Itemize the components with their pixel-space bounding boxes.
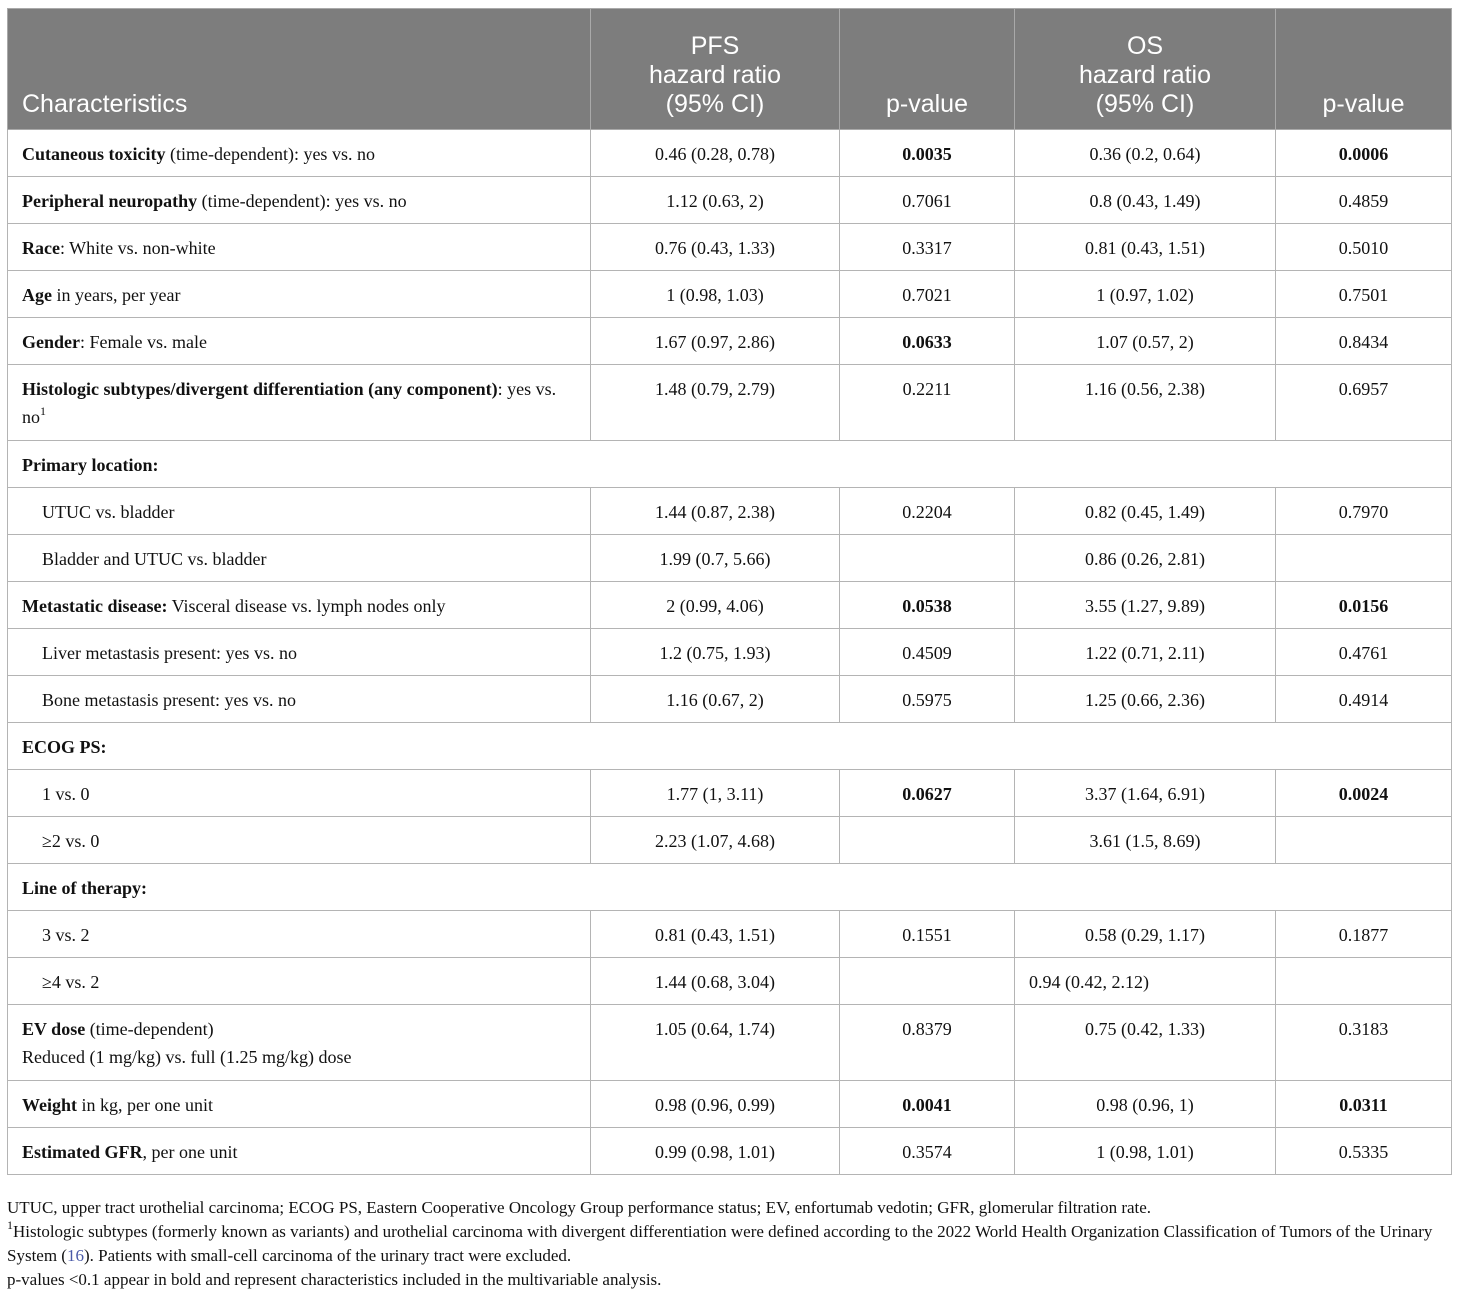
os-pvalue-bold: 0.0024 [1338, 784, 1389, 804]
row-label-bold: Histologic subtypes/divergent differentiation (any component) [22, 379, 498, 399]
pfs-hr-cell: 0.98 (0.96, 0.99) [591, 1081, 840, 1128]
os-pvalue-cell [1276, 130, 1452, 177]
row-label [8, 271, 591, 318]
pfs-pvalue-cell: 0.7061 [840, 177, 1015, 224]
row-label-bold: EV dose [22, 1019, 86, 1039]
row-label: Bladder and UTUC vs. bladder [8, 535, 591, 582]
table-header-row [8, 9, 1452, 130]
os-pvalue-cell: 0.8434 [1276, 318, 1452, 365]
row-label-rest: , per one unit [142, 1142, 238, 1162]
row-label-bold: Age [22, 285, 52, 305]
os-pvalue-bold: 0.0156 [1338, 596, 1389, 616]
pfs-pvalue-cell [840, 130, 1015, 177]
os-pvalue-cell: 0.5010 [1276, 224, 1452, 271]
header-pfs-hr [591, 9, 840, 130]
row-label-rest: : White vs. non-white [59, 238, 216, 258]
table-row [8, 770, 1452, 817]
os-pvalue-cell [1276, 582, 1452, 629]
pfs-pvalue-cell: 0.3574 [840, 1128, 1015, 1175]
pfs-hr-cell: 1.2 (0.75, 1.93) [591, 629, 840, 676]
row-label [8, 1005, 591, 1081]
header-pfs-line3: (95% CI) [665, 90, 765, 118]
row-label-bold: Gender [22, 332, 80, 352]
pfs-pvalue-cell: 0.5975 [840, 676, 1015, 723]
pfs-pvalue-cell: 0.8379 [840, 1005, 1015, 1081]
pfs-hr-cell: 1.48 (0.79, 2.79) [591, 365, 840, 441]
footnote-text-b: ). Patients with small-cell carcinoma of the urinary tract were excluded. [83, 1246, 572, 1265]
row-label [8, 1128, 591, 1175]
pfs-hr-cell: 1.44 (0.68, 3.04) [591, 958, 840, 1005]
abbreviations-note: UTUC, upper tract urothelial carcinoma; ECOG PS, Eastern Cooperative Oncology Group performance status; EV, enfortumab vedotin; GFR, glomerular filtration rate. [7, 1198, 1152, 1217]
row-label-bold: Peripheral neuropathy [22, 191, 198, 211]
row-label-line2: Reduced (1 mg/kg) vs. full (1.25 mg/kg) dose [22, 1047, 352, 1067]
section-label [8, 441, 1452, 488]
table-row [8, 1005, 1452, 1081]
row-label: Liver metastasis present: yes vs. no [8, 629, 591, 676]
pfs-pvalue-cell: 0.2204 [840, 488, 1015, 535]
table-row [8, 1128, 1452, 1175]
row-label-rest: (time-dependent) [85, 1019, 214, 1039]
row-label: 3 vs. 2 [8, 911, 591, 958]
table-section-row [8, 864, 1452, 911]
row-label-rest: (time-dependent): yes vs. no [165, 144, 375, 164]
os-pvalue-cell [1276, 535, 1452, 582]
os-pvalue-cell [1276, 770, 1452, 817]
row-label-rest: in years, per year [52, 285, 181, 305]
os-hr-cell: 1.07 (0.57, 2) [1015, 318, 1276, 365]
os-hr-cell: 3.55 (1.27, 9.89) [1015, 582, 1276, 629]
table-row [8, 224, 1452, 271]
os-hr-cell: 1 (0.97, 1.02) [1015, 271, 1276, 318]
pfs-hr-cell: 2 (0.99, 4.06) [591, 582, 840, 629]
pfs-pvalue-cell: 0.7021 [840, 271, 1015, 318]
table-section-row [8, 441, 1452, 488]
os-hr-cell: 1.22 (0.71, 2.11) [1015, 629, 1276, 676]
pfs-hr-cell: 1.77 (1, 3.11) [591, 770, 840, 817]
os-hr-cell: 0.82 (0.45, 1.49) [1015, 488, 1276, 535]
pfs-pvalue-cell [840, 770, 1015, 817]
os-hr-cell: 0.86 (0.26, 2.81) [1015, 535, 1276, 582]
os-hr-cell: 0.75 (0.42, 1.33) [1015, 1005, 1276, 1081]
pfs-pvalue-cell: 0.2211 [840, 365, 1015, 441]
row-label [8, 1081, 591, 1128]
table-row [8, 365, 1452, 441]
bold-pvalue-note: p-values <0.1 appear in bold and represent characteristics included in the multivariable analysis. [7, 1270, 662, 1289]
os-pvalue-cell: 0.4761 [1276, 629, 1452, 676]
os-hr-cell: 0.8 (0.43, 1.49) [1015, 177, 1276, 224]
header-os-hr [1015, 9, 1276, 130]
pfs-hr-cell: 1.16 (0.67, 2) [591, 676, 840, 723]
pfs-hr-cell: 0.99 (0.98, 1.01) [591, 1128, 840, 1175]
os-hr-cell: 1.25 (0.66, 2.36) [1015, 676, 1276, 723]
os-pvalue-cell: 0.7501 [1276, 271, 1452, 318]
table-row [8, 629, 1452, 676]
section-label-bold: Line of therapy: [22, 878, 147, 898]
pfs-hr-cell: 1.05 (0.64, 1.74) [591, 1005, 840, 1081]
pfs-hr-cell: 1.99 (0.7, 5.66) [591, 535, 840, 582]
row-label [8, 177, 591, 224]
os-pvalue-cell: 0.3183 [1276, 1005, 1452, 1081]
os-pvalue-cell: 0.6957 [1276, 365, 1452, 441]
row-label-bold: Cutaneous toxicity [22, 144, 166, 164]
table-row [8, 177, 1452, 224]
header-os-line3: (95% CI) [1095, 90, 1195, 118]
os-hr-cell: 0.58 (0.29, 1.17) [1015, 911, 1276, 958]
table-row [8, 817, 1452, 864]
row-label-bold: Weight [22, 1095, 78, 1115]
pfs-hr-cell: 1.44 (0.87, 2.38) [591, 488, 840, 535]
row-label [8, 582, 591, 629]
row-label-bold: Metastatic disease: [22, 596, 168, 616]
os-hr-cell: 0.36 (0.2, 0.64) [1015, 130, 1276, 177]
row-label: Bone metastasis present: yes vs. no [8, 676, 591, 723]
os-pvalue-cell [1276, 958, 1452, 1005]
table-row [8, 1081, 1452, 1128]
row-label [8, 365, 591, 441]
pfs-hr-cell: 0.76 (0.43, 1.33) [591, 224, 840, 271]
pfs-pvalue-bold: 0.0035 [902, 144, 952, 164]
row-label-rest: : Female vs. male [80, 332, 207, 352]
pfs-pvalue-bold: 0.0538 [902, 596, 952, 616]
table-row [8, 488, 1452, 535]
os-pvalue-cell: 0.4859 [1276, 177, 1452, 224]
pfs-pvalue-cell: 0.1551 [840, 911, 1015, 958]
row-label: ≥4 vs. 2 [8, 958, 591, 1005]
footnote-marker: 1 [40, 404, 46, 418]
table-row [8, 958, 1452, 1005]
table-row [8, 911, 1452, 958]
header-os-line2: hazard ratio [1078, 61, 1212, 89]
table-footnotes [7, 1196, 1457, 1292]
table-row [8, 676, 1452, 723]
footnote-text-a: Histologic subtypes (formerly known as variants) and urothelial carcinoma with divergent differentiation were defined according to the 2022 World Health Organization Classification of Tumors of the Urinary System ( [7, 1222, 1433, 1265]
section-label [8, 864, 1452, 911]
section-label-bold: Primary location: [22, 455, 159, 475]
row-label: UTUC vs. bladder [8, 488, 591, 535]
header-pfs-pvalue: p-value [840, 9, 1015, 130]
pfs-pvalue-cell [840, 817, 1015, 864]
pfs-pvalue-cell [840, 318, 1015, 365]
os-pvalue-bold: 0.0006 [1338, 144, 1389, 164]
os-hr-cell: 0.94 (0.42, 2.12) [1015, 958, 1276, 1005]
os-pvalue-cell [1276, 817, 1452, 864]
row-label-rest: Visceral disease vs. lymph nodes only [167, 596, 446, 616]
header-pfs-line2: hazard ratio [648, 61, 782, 89]
os-pvalue-cell: 0.5335 [1276, 1128, 1452, 1175]
os-hr-cell: 1 (0.98, 1.01) [1015, 1128, 1276, 1175]
os-pvalue-cell: 0.4914 [1276, 676, 1452, 723]
os-pvalue-cell [1276, 1081, 1452, 1128]
os-hr-cell: 0.81 (0.43, 1.51) [1015, 224, 1276, 271]
os-hr-cell: 3.61 (1.5, 8.69) [1015, 817, 1276, 864]
os-hr-cell: 1.16 (0.56, 2.38) [1015, 365, 1276, 441]
pfs-pvalue-cell [840, 535, 1015, 582]
row-label: ≥2 vs. 0 [8, 817, 591, 864]
pfs-pvalue-bold: 0.0627 [902, 784, 952, 804]
row-label: 1 vs. 0 [8, 770, 591, 817]
table-row [8, 582, 1452, 629]
row-label-bold: Estimated GFR [22, 1142, 143, 1162]
row-label [8, 318, 591, 365]
table-row [8, 130, 1452, 177]
table-section-row [8, 723, 1452, 770]
section-label-bold: ECOG PS: [22, 737, 107, 757]
pfs-pvalue-cell [840, 1081, 1015, 1128]
os-pvalue-cell: 0.7970 [1276, 488, 1452, 535]
footnote-marker: 1 [7, 1218, 13, 1232]
pfs-hr-cell: 1.67 (0.97, 2.86) [591, 318, 840, 365]
pfs-pvalue-cell: 0.4509 [840, 629, 1015, 676]
pfs-pvalue-cell: 0.3317 [840, 224, 1015, 271]
pfs-hr-cell: 1.12 (0.63, 2) [591, 177, 840, 224]
os-hr-cell: 3.37 (1.64, 6.91) [1015, 770, 1276, 817]
row-label-rest: : yes vs. no [22, 379, 557, 427]
table-row [8, 271, 1452, 318]
pfs-hr-cell: 0.81 (0.43, 1.51) [591, 911, 840, 958]
row-label [8, 224, 591, 271]
pfs-hr-cell: 2.23 (1.07, 4.68) [591, 817, 840, 864]
results-table-container [7, 8, 1451, 1175]
table-row [8, 318, 1452, 365]
row-label [8, 130, 591, 177]
os-pvalue-cell: 0.1877 [1276, 911, 1452, 958]
pfs-pvalue-bold: 0.0041 [902, 1095, 952, 1115]
pfs-pvalue-bold: 0.0633 [902, 332, 952, 352]
row-label-rest: in kg, per one unit [77, 1095, 213, 1115]
pfs-pvalue-cell [840, 958, 1015, 1005]
row-label-rest: (time-dependent): yes vs. no [197, 191, 407, 211]
header-os-line1: OS [1126, 32, 1164, 60]
os-pvalue-bold: 0.0311 [1339, 1095, 1388, 1115]
row-label-bold: Race [22, 238, 60, 258]
header-characteristics: Characteristics [8, 9, 591, 130]
table-row [8, 535, 1452, 582]
pfs-hr-cell: 0.46 (0.28, 0.78) [591, 130, 840, 177]
header-os-pvalue: p-value [1276, 9, 1452, 130]
header-pfs-line1: PFS [690, 32, 740, 60]
reference-link[interactable]: 16 [66, 1246, 84, 1265]
os-hr-cell: 0.98 (0.96, 1) [1015, 1081, 1276, 1128]
section-label [8, 723, 1452, 770]
histology-footnote [7, 1220, 1457, 1268]
pfs-pvalue-cell [840, 582, 1015, 629]
hazard-ratio-table [7, 8, 1452, 1175]
pfs-hr-cell: 1 (0.98, 1.03) [591, 271, 840, 318]
